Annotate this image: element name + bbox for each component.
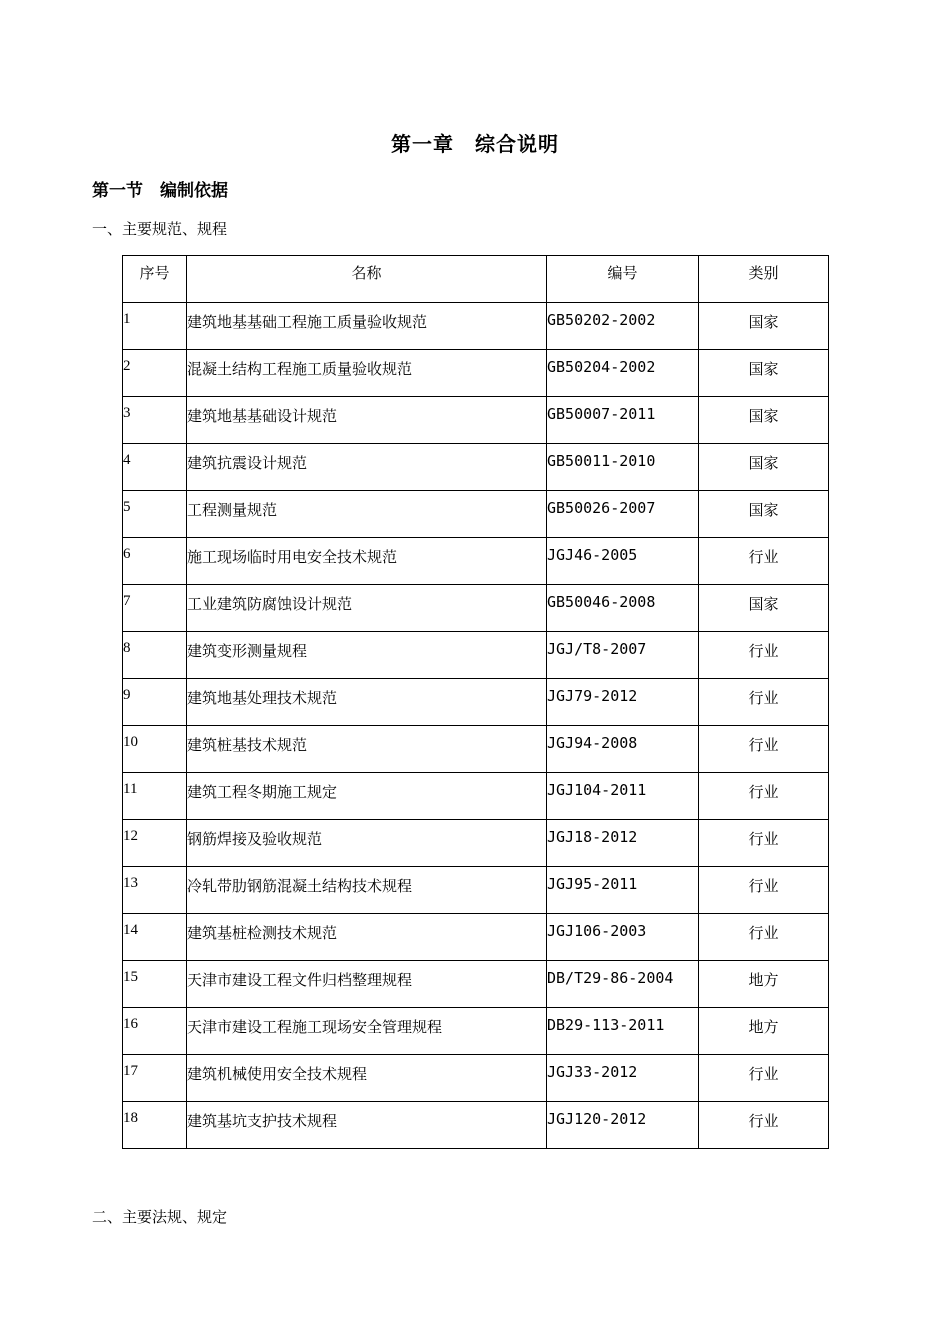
row-category: 行业 [699, 1055, 829, 1102]
row-code: JGJ94-2008 [547, 726, 699, 773]
row-category: 行业 [699, 538, 829, 585]
row-name: 建筑地基处理技术规范 [187, 679, 547, 726]
row-name: 施工现场临时用电安全技术规范 [187, 538, 547, 585]
row-number: 16 [123, 1008, 187, 1055]
row-code: JGJ79-2012 [547, 679, 699, 726]
row-code: DB29-113-2011 [547, 1008, 699, 1055]
row-code: JGJ95-2011 [547, 867, 699, 914]
row-code: GB50026-2007 [547, 491, 699, 538]
row-category: 国家 [699, 397, 829, 444]
row-name: 工业建筑防腐蚀设计规范 [187, 585, 547, 632]
row-number: 17 [123, 1055, 187, 1102]
row-name: 建筑基桩检测技术规范 [187, 914, 547, 961]
row-number: 3 [123, 397, 187, 444]
row-number: 15 [123, 961, 187, 1008]
row-code: DB/T29-86-2004 [547, 961, 699, 1008]
row-category: 行业 [699, 914, 829, 961]
row-code: JGJ104-2011 [547, 773, 699, 820]
row-category: 地方 [699, 961, 829, 1008]
row-number: 11 [123, 773, 187, 820]
standards-table [122, 255, 829, 1149]
table-row [123, 914, 829, 961]
row-category: 行业 [699, 632, 829, 679]
row-category: 行业 [699, 726, 829, 773]
row-name: 天津市建设工程施工现场安全管理规程 [187, 1008, 547, 1055]
row-name: 建筑变形测量规程 [187, 632, 547, 679]
table-row [123, 350, 829, 397]
row-number: 7 [123, 585, 187, 632]
table-row [123, 632, 829, 679]
row-name: 建筑桩基技术规范 [187, 726, 547, 773]
row-name: 工程测量规范 [187, 491, 547, 538]
table-row [123, 397, 829, 444]
table-row [123, 585, 829, 632]
row-category: 行业 [699, 867, 829, 914]
row-category: 行业 [699, 1102, 829, 1149]
row-number: 14 [123, 914, 187, 961]
table-row [123, 1055, 829, 1102]
row-code: JGJ/T8-2007 [547, 632, 699, 679]
chapter-title: 第一章 综合说明 [391, 132, 559, 156]
table-body [123, 303, 829, 1149]
row-name: 冷轧带肋钢筋混凝土结构技术规程 [187, 867, 547, 914]
row-category: 国家 [699, 444, 829, 491]
row-category: 行业 [699, 679, 829, 726]
row-name: 混凝土结构工程施工质量验收规范 [187, 350, 547, 397]
row-number: 6 [123, 538, 187, 585]
row-category: 行业 [699, 773, 829, 820]
row-category: 国家 [699, 350, 829, 397]
row-name: 建筑机械使用安全技术规程 [187, 1055, 547, 1102]
row-number: 8 [123, 632, 187, 679]
row-name: 建筑地基基础工程施工质量验收规范 [187, 303, 547, 350]
table-row [123, 491, 829, 538]
row-code: GB50046-2008 [547, 585, 699, 632]
row-number: 5 [123, 491, 187, 538]
header-name: 名称 [187, 256, 547, 303]
table-header-row [123, 256, 829, 303]
row-code: JGJ120-2012 [547, 1102, 699, 1149]
row-number: 18 [123, 1102, 187, 1149]
row-code: JGJ33-2012 [547, 1055, 699, 1102]
row-code: GB50011-2010 [547, 444, 699, 491]
row-number: 10 [123, 726, 187, 773]
row-category: 行业 [699, 820, 829, 867]
table-row [123, 303, 829, 350]
row-code: JGJ46-2005 [547, 538, 699, 585]
row-name: 建筑抗震设计规范 [187, 444, 547, 491]
row-name: 建筑工程冬期施工规定 [187, 773, 547, 820]
row-code: JGJ18-2012 [547, 820, 699, 867]
regulations-heading: 二、主要法规、规定 [92, 1208, 228, 1226]
row-name: 钢筋焊接及验收规范 [187, 820, 547, 867]
row-name: 天津市建设工程文件归档整理规程 [187, 961, 547, 1008]
row-category: 地方 [699, 1008, 829, 1055]
row-category: 国家 [699, 491, 829, 538]
row-number: 12 [123, 820, 187, 867]
standards-heading: 一、主要规范、规程 [92, 220, 228, 238]
row-number: 9 [123, 679, 187, 726]
row-code: GB50202-2002 [547, 303, 699, 350]
table-row [123, 679, 829, 726]
row-number: 1 [123, 303, 187, 350]
row-code: GB50204-2002 [547, 350, 699, 397]
row-code: JGJ106-2003 [547, 914, 699, 961]
row-number: 4 [123, 444, 187, 491]
row-name: 建筑基坑支护技术规程 [187, 1102, 547, 1149]
table-row [123, 867, 829, 914]
row-code: GB50007-2011 [547, 397, 699, 444]
header-category: 类别 [699, 256, 829, 303]
table-row [123, 726, 829, 773]
row-number: 2 [123, 350, 187, 397]
table-row [123, 773, 829, 820]
table-row [123, 1008, 829, 1055]
table-row [123, 1102, 829, 1149]
section-title: 第一节 编制依据 [92, 181, 228, 201]
row-category: 国家 [699, 303, 829, 350]
header-code: 编号 [547, 256, 699, 303]
table-row [123, 538, 829, 585]
table-row [123, 961, 829, 1008]
header-no: 序号 [123, 256, 187, 303]
row-number: 13 [123, 867, 187, 914]
table-row [123, 444, 829, 491]
table-row [123, 820, 829, 867]
row-name: 建筑地基基础设计规范 [187, 397, 547, 444]
row-category: 国家 [699, 585, 829, 632]
